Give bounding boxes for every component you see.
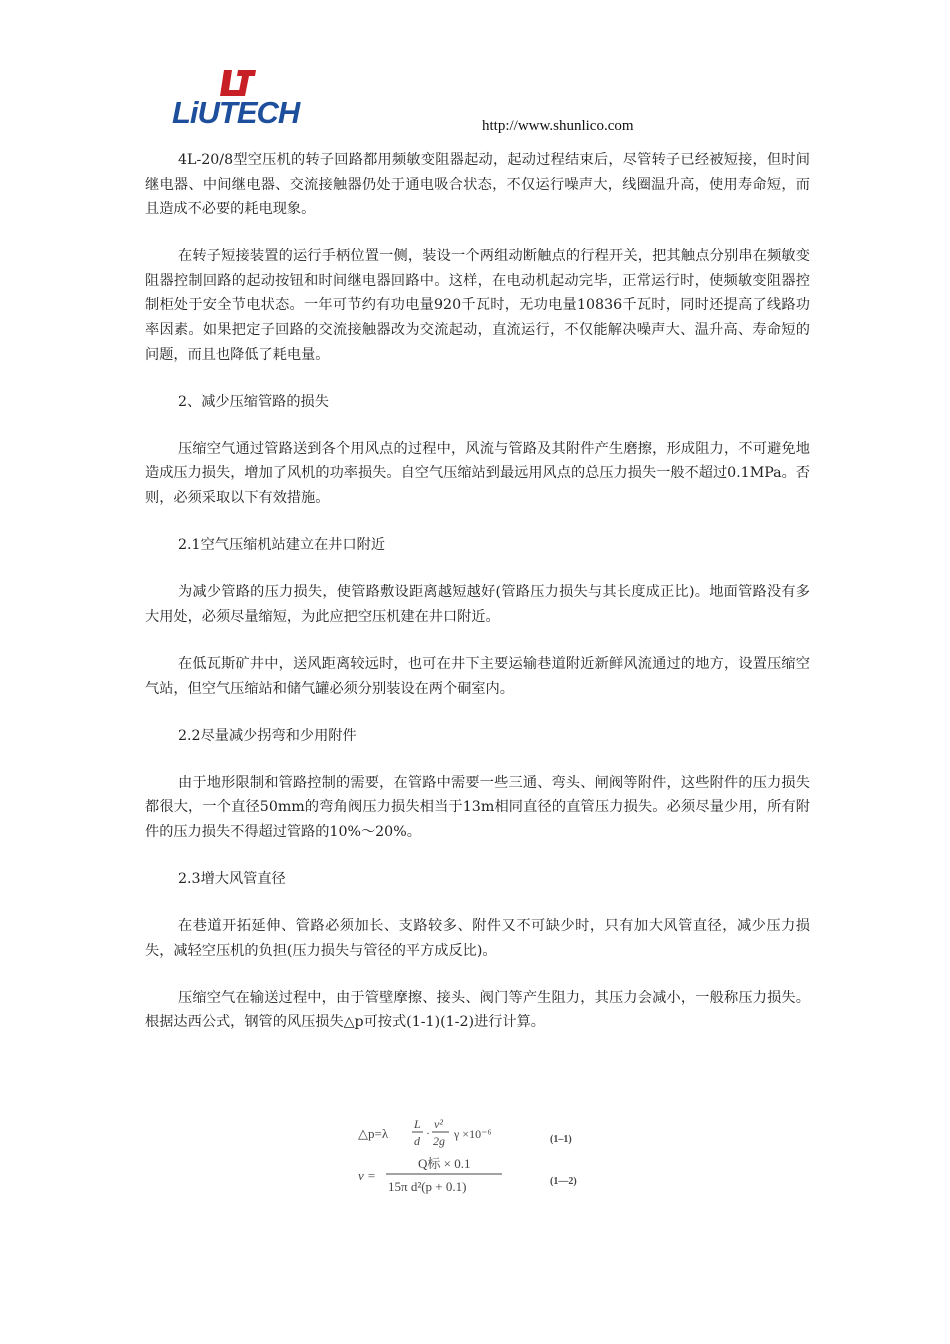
eq2-denominator: 15π d²(p + 0.1) <box>388 1179 467 1194</box>
eq1-label: (1–1) <box>550 1134 572 1145</box>
eq1-d: d <box>414 1134 420 1148</box>
svg-text:·: · <box>426 1126 430 1140</box>
eq1-tail: γ ×10⁻⁶ <box>454 1127 492 1141</box>
section-heading-2: 2、减少压缩管路的损失 <box>178 393 329 410</box>
eq1-lhs: △p=λ <box>358 1126 389 1141</box>
paragraph-8: 压缩空气在输送过程中，由于管壁摩擦、接头、阀门等产生阻力，其压力会减小，一般称压力损失。根据达西公式，钢管的风压损失△p可按式(1-1)(1-2)进行计算。 <box>145 989 810 1031</box>
logo-mark-icon <box>220 70 258 96</box>
eq1-L: L <box>414 1117 421 1131</box>
section-heading-2-2: 2.2尽量减少拐弯和少用附件 <box>178 727 357 744</box>
paragraph-1: 4L-20/8型空压机的转子回路都用频敏变阻器起动，起动过程结束后，尽管转子已经被短接，但时间继电器、中间继电器、交流接触器仍处于通电吸合状态，不仅运行噪声大，线圈温升高，使用寿命短，而且造成不必要的耗电现象。 <box>145 152 810 218</box>
paragraph-5: 在低瓦斯矿井中，送风距离较远时，也可在井下主要运输巷道附近新鲜风流通过的地方，设置压缩空气站，但空气压缩站和储气罐必须分别装设在两个硐室内。 <box>145 655 810 697</box>
section-heading-2-3: 2.3增大风管直径 <box>178 870 286 887</box>
paragraph-2: 在转子短接装置的运行手柄位置一侧，装设一个两组动断触点的行程开关，把其触点分别串在频敏变阻器控制回路的起动按钮和时间继电器回路中。这样，在电动机起动完毕，正常运行时，使频敏变阻器控制柜处于安全节电状态。一年可节约有功电量920千瓦时，无功电量10836千瓦时，同时还提高了线路功率因素。如果把定子回路的交流接触器改为交流起动，直流运行，不仅能解决噪声大、温升高、寿命短的问题，而且也降低了耗电量。 <box>145 248 810 363</box>
header-url: http://www.shunlico.com <box>482 118 634 134</box>
eq2-lhs: v = <box>358 1168 376 1183</box>
formula-image <box>350 1108 600 1200</box>
liutech-logo <box>172 70 308 130</box>
eq1-v2: v² <box>434 1117 443 1131</box>
document-body <box>145 148 810 1057</box>
logo-text: LiUTECH <box>172 95 300 130</box>
eq2-label: (1—2) <box>550 1176 577 1187</box>
paragraph-4: 为减少管路的压力损失，使管路敷设距离越短越好(管路压力损失与其长度成正比)。地面管路没有多大用处，必须尽量缩短，为此应把空压机建在井口附近。 <box>145 584 810 625</box>
eq1-2g: 2g <box>433 1134 445 1148</box>
paragraph-7: 在巷道开拓延伸、管路必须加长、支路较多、附件又不可缺少时，只有加大风管直径，减少压力损失，减轻空压机的负担(压力损失与管径的平方成反比)。 <box>145 918 810 959</box>
paragraph-3: 压缩空气通过管路送到各个用风点的过程中，风流与管路及其附件产生磨擦，形成阻力，不可避免地造成压力损失，增加了风机的功率损失。自空气压缩站到最远用风点的总压力损失一般不超过0.1MPa。否则，必须采取以下有效措施。 <box>145 440 810 507</box>
paragraph-6: 由于地形限制和管路控制的需要，在管路中需要一些三通、弯头、闸阀等附件，这些附件的压力损失都很大，一个直径50mm的弯角阀压力损失相当于13m相同直径的直管压力损失。必须尽量少用，所有附件的压力损失不得超过管路的10%～20%。 <box>145 774 810 840</box>
section-heading-2-1: 2.1空气压缩机站建立在井口附近 <box>178 537 386 554</box>
eq2-numerator: Q标 × 0.1 <box>418 1156 471 1171</box>
